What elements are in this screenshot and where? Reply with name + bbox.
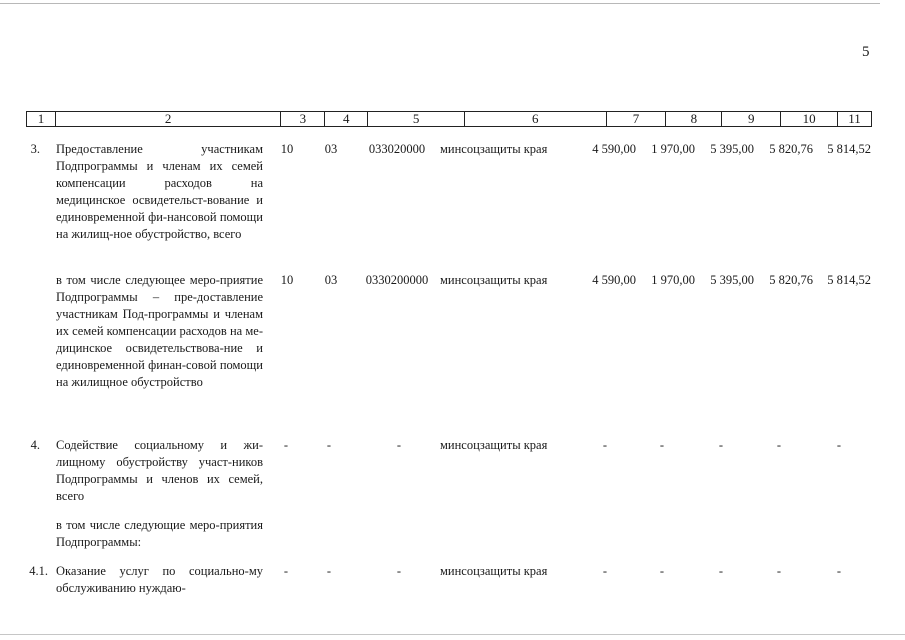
cell-amount-7: 4 590,00 <box>592 273 636 287</box>
cell-section: 10 <box>280 273 294 287</box>
header-cell-2: 2 <box>55 112 280 126</box>
cell-section: - <box>283 438 289 452</box>
cell-target-article: 033020000 <box>368 142 426 156</box>
row-number: 4. <box>30 438 40 452</box>
header-cell-11: 11 <box>837 112 871 126</box>
table-header-row <box>26 111 872 127</box>
cell-target-article: 0330200000 <box>365 273 429 287</box>
row-number: 3. <box>30 142 40 156</box>
header-cell-3: 3 <box>280 112 324 126</box>
row-description: Предоставление участникам Подпрограммы и членам их семей компенсации расходов на медицинское освидетельст-вование и единовременной фи-нансовой помощи на жилищ-ное обустройство, всего <box>56 142 263 241</box>
scan-artifact-top-line <box>0 3 880 4</box>
scan-artifact-bottom-line <box>0 634 905 635</box>
cell-amount-11: - <box>836 564 842 578</box>
cell-amount-8: - <box>659 564 665 578</box>
row-number: 4.1. <box>29 564 48 578</box>
cell-subsection: - <box>326 438 332 452</box>
cell-amount-11: 5 814,52 <box>827 273 871 287</box>
row-description: Оказание услуг по социально-му обслуживанию нуждаю- <box>56 564 263 595</box>
header-cell-5: 5 <box>367 112 464 126</box>
header-cell-4: 4 <box>324 112 367 126</box>
cell-amount-7: - <box>602 564 608 578</box>
cell-subsection: - <box>326 564 332 578</box>
header-cell-10: 10 <box>780 112 837 126</box>
cell-executor: минсоцзащиты края <box>440 273 548 287</box>
cell-section: - <box>283 564 289 578</box>
header-cell-1: 1 <box>37 111 45 126</box>
cell-amount-9: 5 395,00 <box>710 142 754 156</box>
cell-amount-7: - <box>602 438 608 452</box>
cell-amount-8: - <box>659 438 665 452</box>
page-number: 5 <box>862 44 870 60</box>
cell-amount-10: 5 820,76 <box>769 273 813 287</box>
cell-subsection: 03 <box>324 142 338 156</box>
cell-executor: минсоцзащиты края <box>440 438 548 452</box>
header-cell-6: 6 <box>464 112 606 126</box>
cell-amount-8: 1 970,00 <box>651 273 695 287</box>
cell-section: 10 <box>280 142 294 156</box>
cell-executor: минсоцзащиты края <box>440 564 548 578</box>
cell-executor: минсоцзащиты края <box>440 142 548 156</box>
row-description: в том числе следующее меро-приятие Подпрограммы – пре-доставление участникам Под-программы и членам их семей компенсации расходов на ме-дицинское освидетельствова-ние и единовременной финан-совой помощи на жилищное обустройство <box>56 273 263 389</box>
row-description: в том числе следующие меро-приятия Подпрограммы: <box>56 518 263 549</box>
header-cell-7: 7 <box>606 112 666 126</box>
cell-amount-11: - <box>836 438 842 452</box>
cell-amount-10: 5 820,76 <box>769 142 813 156</box>
cell-target-article: - <box>396 564 402 578</box>
cell-amount-11: 5 814,52 <box>827 142 871 156</box>
header-cell-8: 8 <box>665 112 721 126</box>
row-description: Содействие социальному и жи-лищному обустройству участ-ников Подпрограммы и членов их семей, всего <box>56 438 263 503</box>
cell-amount-8: 1 970,00 <box>651 142 695 156</box>
cell-amount-9: - <box>718 564 724 578</box>
cell-target-article: - <box>396 438 402 452</box>
cell-amount-10: - <box>776 564 782 578</box>
header-cell-9: 9 <box>721 112 780 126</box>
cell-amount-10: - <box>776 438 782 452</box>
cell-subsection: 03 <box>324 273 338 287</box>
cell-amount-9: 5 395,00 <box>710 273 754 287</box>
cell-amount-7: 4 590,00 <box>592 142 636 156</box>
cell-amount-9: - <box>718 438 724 452</box>
